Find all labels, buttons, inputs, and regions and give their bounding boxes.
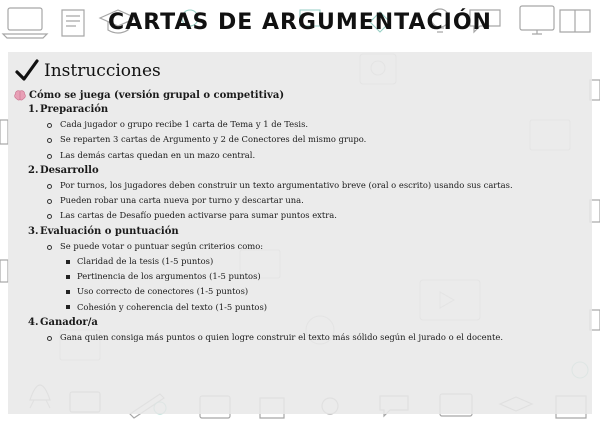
section-label: Ganador/a <box>40 316 98 328</box>
section-number: 3. <box>28 225 39 237</box>
page-title: CARTAS DE ARGUMENTACIÓN <box>108 10 492 35</box>
criteria-item: Cohesión y coherencia del texto (1-5 puntos) <box>14 300 588 315</box>
section-label: Desarrollo <box>40 164 99 176</box>
brain-icon <box>14 90 26 101</box>
section-items <box>14 330 588 345</box>
how-to-play-line <box>14 88 588 102</box>
list-item: Gana quien consiga más puntos o quien logre construir el texto más sólido según el jurado o el docente. <box>14 330 588 345</box>
section-title <box>28 315 588 330</box>
list-item: Pueden robar una carta nueva por turno y descartar una. <box>14 193 588 208</box>
instructions-heading <box>14 56 588 86</box>
list-item: Las cartas de Desafío pueden activarse para sumar puntos extra. <box>14 208 588 223</box>
heading-label: Instrucciones <box>44 61 161 81</box>
section-number: 1. <box>28 104 39 115</box>
how-to-play-label: Cómo se juega (versión grupal o competitiva) <box>29 89 285 101</box>
section-items <box>14 117 588 163</box>
section-title <box>28 102 588 117</box>
section-number: 2. <box>28 164 39 176</box>
criteria-item: Uso correcto de conectores (1-5 puntos) <box>14 284 588 299</box>
criteria-item: Claridad de la tesis (1-5 puntos) <box>14 254 588 269</box>
criteria-item: Pertinencia de los argumentos (1-5 puntos) <box>14 269 588 284</box>
section-label: Evaluación o puntuación <box>40 225 179 237</box>
list-item: Se puede votar o puntuar según criterios como: <box>14 239 588 254</box>
section-title <box>28 163 588 178</box>
section-number: 4. <box>28 316 39 328</box>
section-items <box>14 239 588 254</box>
section-items <box>14 178 588 224</box>
list-item: Se reparten 3 cartas de Argumento y 2 de Conectores del mismo grupo. <box>14 132 588 147</box>
section-title <box>28 224 588 239</box>
instructions-content <box>14 56 588 345</box>
list-item: Las demás cartas quedan en un mazo central. <box>14 148 588 163</box>
list-item: Por turnos, los jugadores deben construir un texto argumentativo breve (oral o escrito) usando sus cartas. <box>14 178 588 193</box>
criteria-list <box>14 254 588 315</box>
list-item: Cada jugador o grupo recibe 1 carta de Tema y 1 de Tesis. <box>14 117 588 132</box>
section-label: Preparación <box>40 104 109 115</box>
check-icon <box>14 58 40 84</box>
